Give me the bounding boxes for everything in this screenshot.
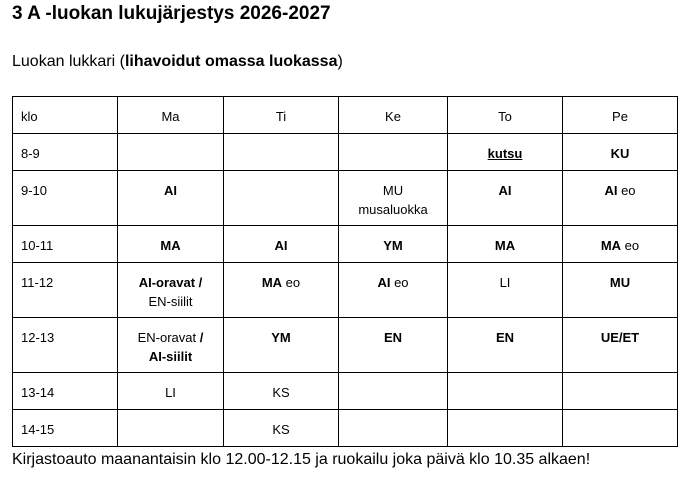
schedule-row [13, 171, 678, 226]
lesson-cell-to [448, 171, 563, 226]
lesson-text-bold: / [199, 330, 204, 345]
time-cell: 12-13 [13, 318, 118, 373]
lesson-text: musaluokka [358, 202, 428, 217]
lesson-text-bold: KU [610, 146, 630, 161]
lesson-text-bold: AI [377, 275, 391, 290]
page-title: 3 A -luokan lukujärjestys 2026-2027 [12, 3, 331, 24]
schedule-note-prefix: Luokan lukkari ( [12, 53, 125, 70]
lesson-text: LI [165, 385, 176, 400]
lesson-cell-ke [339, 263, 448, 318]
lesson-cell-ti [224, 410, 339, 447]
lesson-cell-ma [118, 134, 224, 171]
lesson-cell-ti [224, 171, 339, 226]
schedule-row [13, 318, 678, 373]
schedule-row [13, 410, 678, 447]
schedule-note-bold: lihavoidut omassa luokassa [124, 53, 338, 70]
schedule-row [13, 263, 678, 318]
lesson-text-underlined: kutsu [487, 146, 523, 161]
lesson-text-bold: AI-siilit [148, 349, 193, 364]
lesson-text-bold: UE/ET [600, 330, 640, 345]
lesson-cell-ke [339, 171, 448, 226]
lesson-text-bold: AI [164, 183, 177, 198]
lesson-text: MU [382, 183, 404, 198]
lesson-cell-ma [118, 226, 224, 263]
lesson-text-bold: AI [498, 183, 512, 198]
lesson-cell-pe [563, 263, 678, 318]
lesson-cell-ti [224, 318, 339, 373]
lesson-text-bold: AI-oravat / [138, 275, 203, 290]
lesson-text: eo [617, 183, 636, 198]
lesson-text-bold: EN [495, 330, 515, 345]
lesson-cell-ke [339, 134, 448, 171]
lesson-text-bold: MA [261, 275, 283, 290]
lesson-text-bold: AI [604, 183, 618, 198]
header-cell-pe: Pe [563, 97, 678, 134]
lesson-cell-pe [563, 410, 678, 447]
header-cell-ti: Ti [224, 97, 339, 134]
lesson-text-bold: MA [600, 238, 622, 253]
header-cell-klo: klo [13, 97, 118, 134]
lesson-text-bold: MA [494, 238, 516, 253]
time-cell: 9-10 [13, 171, 118, 226]
footer-note: Kirjastoauto maanantaisin klo 12.00-12.15 ja ruokailu joka päivä klo 10.35 alkaen! [12, 451, 591, 468]
schedule-note [12, 52, 343, 72]
lesson-cell-to [448, 263, 563, 318]
lesson-cell-pe [563, 171, 678, 226]
lesson-text: eo [390, 275, 409, 290]
lesson-cell-to [448, 410, 563, 447]
lesson-text-bold: EN [383, 330, 403, 345]
header-cell-ke: Ke [339, 97, 448, 134]
schedule-note-suffix: ) [337, 53, 343, 70]
lesson-text-bold: YM [383, 238, 403, 253]
lesson-text: LI [499, 275, 511, 290]
schedule-row [13, 226, 678, 263]
lesson-cell-ti [224, 373, 339, 410]
schedule-table [12, 96, 678, 447]
lesson-cell-ma [118, 171, 224, 226]
time-cell: 11-12 [13, 263, 118, 318]
header-cell-to: To [448, 97, 563, 134]
schedule-row [13, 134, 678, 171]
lesson-text: KS [272, 422, 290, 437]
lesson-cell-ti [224, 226, 339, 263]
lesson-text-bold: AI [274, 238, 288, 253]
time-cell: 13-14 [13, 373, 118, 410]
lesson-cell-ke [339, 373, 448, 410]
lesson-text: EN-siilit [148, 294, 193, 309]
lesson-text: KS [272, 385, 290, 400]
lesson-cell-ke [339, 318, 448, 373]
time-cell: 8-9 [13, 134, 118, 171]
lesson-cell-pe [563, 373, 678, 410]
lesson-text: eo [282, 275, 301, 290]
lesson-text-bold: YM [271, 330, 291, 345]
schedule-row [13, 373, 678, 410]
header-row [13, 97, 678, 134]
lesson-cell-ti [224, 263, 339, 318]
lesson-cell-to [448, 134, 563, 171]
lesson-cell-pe [563, 134, 678, 171]
lesson-text-bold: MA [160, 238, 181, 253]
schedule-table-body [13, 97, 678, 447]
lesson-cell-to [448, 226, 563, 263]
lesson-cell-ke [339, 410, 448, 447]
lesson-text: eo [621, 238, 640, 253]
lesson-text: EN-oravat [137, 330, 200, 345]
header-cell-ma: Ma [118, 97, 224, 134]
lesson-cell-ti [224, 134, 339, 171]
lesson-cell-ma [118, 263, 224, 318]
time-cell: 14-15 [13, 410, 118, 447]
lesson-cell-ke [339, 226, 448, 263]
lesson-cell-ma [118, 410, 224, 447]
lesson-cell-to [448, 318, 563, 373]
lesson-cell-pe [563, 318, 678, 373]
lesson-cell-ma [118, 373, 224, 410]
time-cell: 10-11 [13, 226, 118, 263]
lesson-text-bold [488, 146, 523, 161]
lesson-cell-ma [118, 318, 224, 373]
lesson-cell-to [448, 373, 563, 410]
lesson-cell-pe [563, 226, 678, 263]
lesson-text-bold: MU [609, 275, 631, 290]
